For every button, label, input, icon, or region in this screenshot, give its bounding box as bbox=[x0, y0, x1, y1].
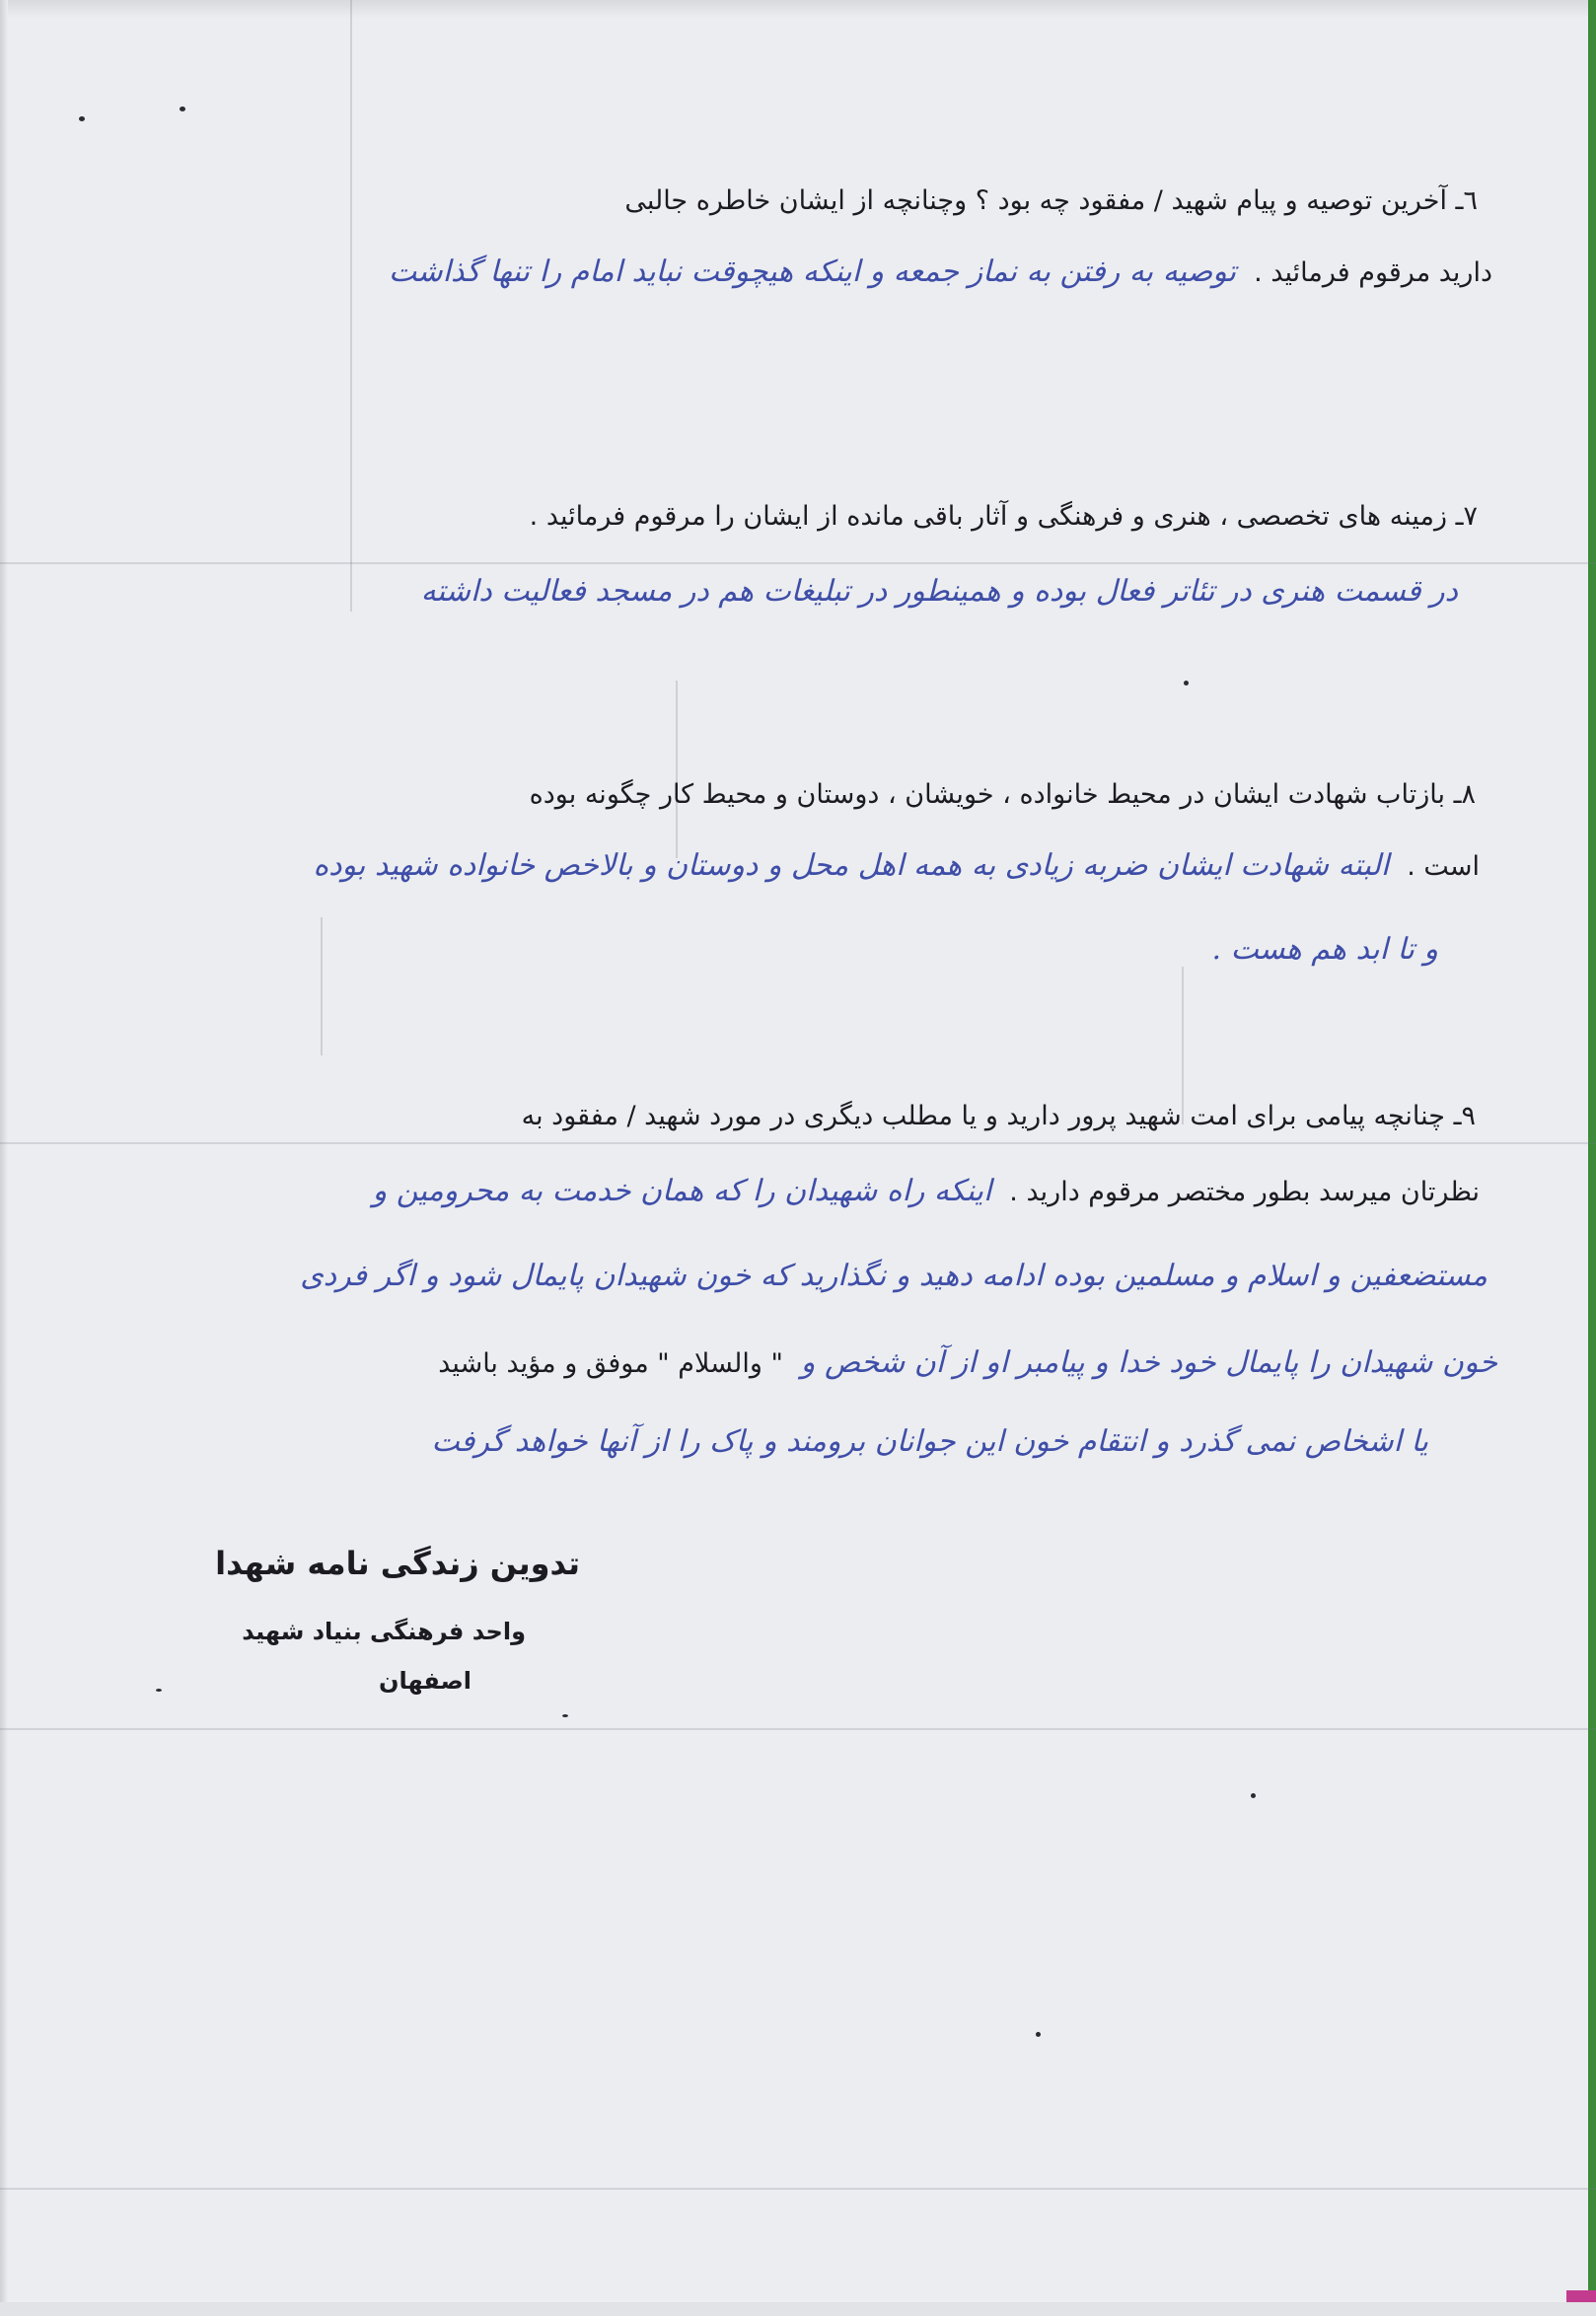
page-bottom-edge bbox=[0, 2302, 1596, 2316]
ink-speck bbox=[1251, 1793, 1256, 1798]
question-6-text-end: دارید مرقوم فرمائید . bbox=[1254, 257, 1492, 288]
footer-title: تدوین زندگی نامه شهدا bbox=[215, 1545, 580, 1582]
question-9-handwritten-answer: اینکه راه شهیدان را که همان خدمت به محرومین و bbox=[372, 1174, 992, 1208]
fold-crease bbox=[676, 681, 678, 858]
ink-speck bbox=[562, 1714, 568, 1717]
page-right-border bbox=[1588, 0, 1596, 2316]
question-7-text: ٧ـ زمینه های تخصصی ، هنری و فرهنگی و آثار باقی مانده از ایشان را مرقوم فرمائید . bbox=[529, 501, 1478, 532]
question-8-text-end: است . bbox=[1407, 851, 1480, 882]
fold-crease bbox=[0, 562, 1596, 564]
question-9-handwritten-answer-cont: خون شهیدان را پایمال خود خدا و پیامبر او از آن شخص و bbox=[800, 1345, 1497, 1380]
question-9-handwritten-answer-cont: مستضعفین و اسلام و مسلمین بوده ادامه دهید و نگذارید که خون شهیدان پایمال شود و اگر فردی bbox=[300, 1259, 1487, 1293]
question-8-text: ٨ـ بازتاب شهادت ایشان در محیط خانواده ، خویشان ، دوستان و محیط کار چگونه بوده bbox=[529, 779, 1476, 810]
question-8-handwritten-answer: البته شهادت ایشان ضربه زیادی به همه اهل محل و دوستان و بالاخص خانواده شهید بوده bbox=[313, 848, 1390, 883]
ink-speck bbox=[180, 107, 185, 111]
ink-speck bbox=[156, 1689, 162, 1692]
question-9-answer-line bbox=[373, 1174, 1480, 1208]
question-9-handwritten-answer-end: یا اشخاص نمی گذرد و انتقام خون این جوانان برومند و پاک را از آنها خواهد گرفت bbox=[431, 1424, 1428, 1459]
question-6-handwritten-answer: توصیه به رفتن به نماز جمعه و اینکه هیچوقت نباید امام را تنها گذاشت bbox=[389, 254, 1237, 289]
fold-crease bbox=[0, 2188, 1596, 2190]
footer-unit: واحد فرهنگی بنیاد شهید bbox=[242, 1618, 526, 1645]
fold-crease bbox=[350, 0, 352, 612]
question-6-text: ٦ـ آخرین توصیه و پیام شهید / مفقود چه بود ؟ وچنانچه از ایشان خاطره جالبی bbox=[624, 185, 1478, 216]
question-7-handwritten-answer: در قسمت هنری در تئاتر فعال بوده و همینطور در تبلیغات هم در مسجد فعالیت داشته bbox=[420, 574, 1458, 609]
question-9-text: ٩ـ چنانچه پیامی برای امت شهید پرور دارید و یا مطلب دیگری در مورد شهید / مفقود به bbox=[521, 1101, 1476, 1131]
fold-crease bbox=[0, 1142, 1596, 1144]
page-top-edge bbox=[0, 0, 1596, 18]
page-left-edge bbox=[0, 0, 8, 2316]
question-9-closing-line bbox=[438, 1345, 1497, 1380]
question-8-handwritten-answer-cont: و تا ابد هم هست . bbox=[1211, 932, 1438, 967]
question-6-answer-line bbox=[389, 254, 1492, 289]
ink-speck bbox=[79, 116, 85, 121]
ink-speck bbox=[1184, 681, 1189, 686]
fold-crease bbox=[0, 1728, 1596, 1730]
closing-salutation: " والسلام " موفق و مؤید باشید bbox=[438, 1348, 783, 1379]
footer-city: اصفهان bbox=[378, 1667, 472, 1695]
question-9-text-end: نظرتان میرسد بطور مختصر مرقوم دارید . bbox=[1009, 1177, 1480, 1207]
question-8-answer-line bbox=[313, 848, 1480, 883]
ink-speck bbox=[1036, 2032, 1041, 2037]
fold-crease bbox=[321, 917, 323, 1055]
